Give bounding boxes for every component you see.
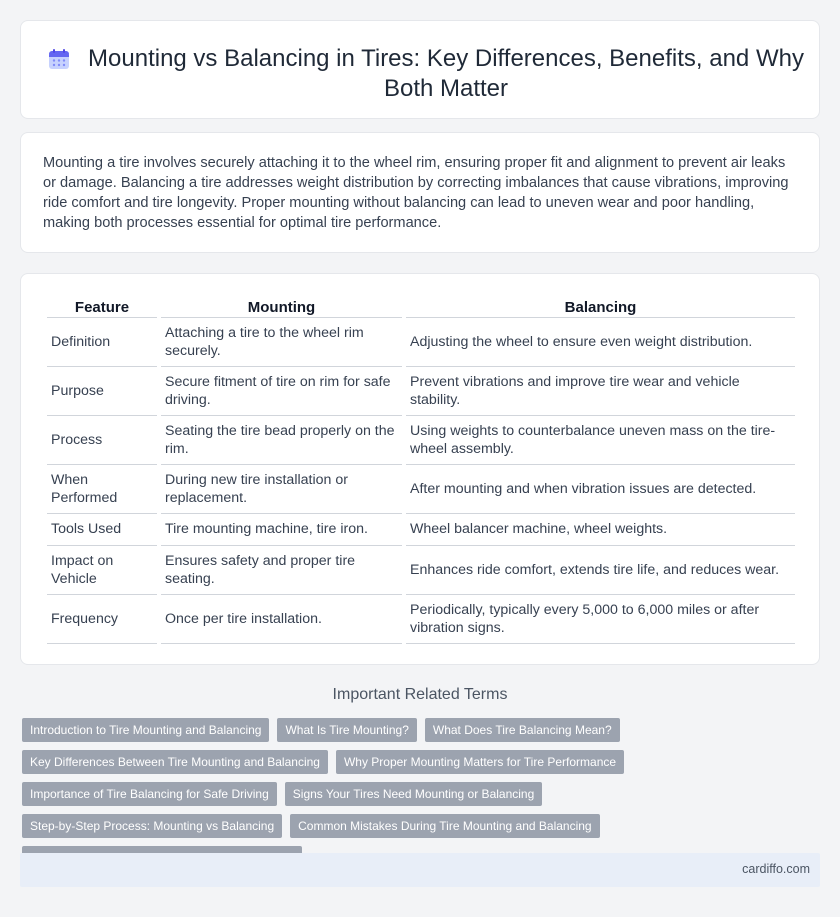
related-term-link[interactable]: Why Proper Mounting Matters for Tire Performance	[336, 750, 624, 774]
intro-card	[20, 132, 820, 253]
table-cell: When Performed	[47, 465, 157, 514]
calendar-icon	[48, 48, 70, 70]
table-row	[47, 514, 795, 546]
footer-site-link[interactable]: cardiffo.com	[742, 862, 810, 876]
table-cell: During new tire installation or replacement.	[161, 465, 402, 514]
table-row	[47, 595, 795, 644]
table-row	[47, 465, 795, 514]
table-row	[47, 367, 795, 416]
table-row	[47, 546, 795, 595]
related-terms-title: Important Related Terms	[332, 686, 508, 703]
table-cell: Enhances ride comfort, extends tire life, and reduces wear.	[406, 546, 795, 595]
table-cell: Attaching a tire to the wheel rim securely.	[161, 318, 402, 367]
comparison-table	[43, 296, 799, 644]
related-term-link[interactable]: What Does Tire Balancing Mean?	[425, 718, 620, 742]
table-cell: Prevent vibrations and improve tire wear and vehicle stability.	[406, 367, 795, 416]
related-term-link[interactable]: Key Differences Between Tire Mounting and Balancing	[22, 750, 328, 774]
table-cell: Adjusting the wheel to ensure even weight distribution.	[406, 318, 795, 367]
table-cell: Ensures safety and proper tire seating.	[161, 546, 402, 595]
intro-paragraph: Mounting a tire involves securely attaching it to the wheel rim, ensuring proper fit and alignment to prevent air leaks or damage. Balancing a tire addresses weight distribution by correcting imbalances that cause vibrations, improving ride comfort and tire longevity. Proper mounting without balancing can lead to uneven wear and poor handling, making both processes essential for optimal tire performance.	[43, 155, 789, 231]
related-term-link[interactable]: Importance of Tire Balancing for Safe Driving	[22, 782, 277, 806]
related-term-link[interactable]: What Is Tire Mounting?	[277, 718, 416, 742]
table-cell: Purpose	[47, 367, 157, 416]
related-term-link[interactable]: Step-by-Step Process: Mounting vs Balancing	[22, 814, 282, 838]
table-header-row	[47, 296, 795, 318]
table-cell: Process	[47, 416, 157, 465]
footer	[20, 853, 820, 887]
header-feature: Feature	[47, 296, 157, 318]
table-cell: Periodically, typically every 5,000 to 6,000 miles or after vibration signs.	[406, 595, 795, 644]
header-card	[20, 20, 820, 119]
table-cell: Tools Used	[47, 514, 157, 546]
table-cell: Impact on Vehicle	[47, 546, 157, 595]
table-cell: Once per tire installation.	[161, 595, 402, 644]
table-cell: Secure fitment of tire on rim for safe driving.	[161, 367, 402, 416]
table-cell: Tire mounting machine, tire iron.	[161, 514, 402, 546]
table-cell: Wheel balancer machine, wheel weights.	[406, 514, 795, 546]
table-row	[47, 318, 795, 367]
comparison-card	[20, 273, 820, 665]
related-term-link[interactable]: Introduction to Tire Mounting and Balancing	[22, 718, 269, 742]
table-cell: Using weights to counterbalance uneven mass on the tire-wheel assembly.	[406, 416, 795, 465]
header-mounting: Mounting	[161, 296, 402, 318]
table-cell: Seating the tire bead properly on the rim.	[161, 416, 402, 465]
page-title: Mounting vs Balancing in Tires: Key Differences, Benefits, and Why Both Matter	[88, 45, 804, 102]
table-cell: After mounting and when vibration issues are detected.	[406, 465, 795, 514]
table-row	[47, 416, 795, 465]
related-term-link[interactable]: Common Mistakes During Tire Mounting and Balancing	[290, 814, 599, 838]
table-cell: Definition	[47, 318, 157, 367]
header-balancing: Balancing	[406, 296, 795, 318]
table-cell: Frequency	[47, 595, 157, 644]
related-term-link[interactable]: Signs Your Tires Need Mounting or Balancing	[285, 782, 542, 806]
